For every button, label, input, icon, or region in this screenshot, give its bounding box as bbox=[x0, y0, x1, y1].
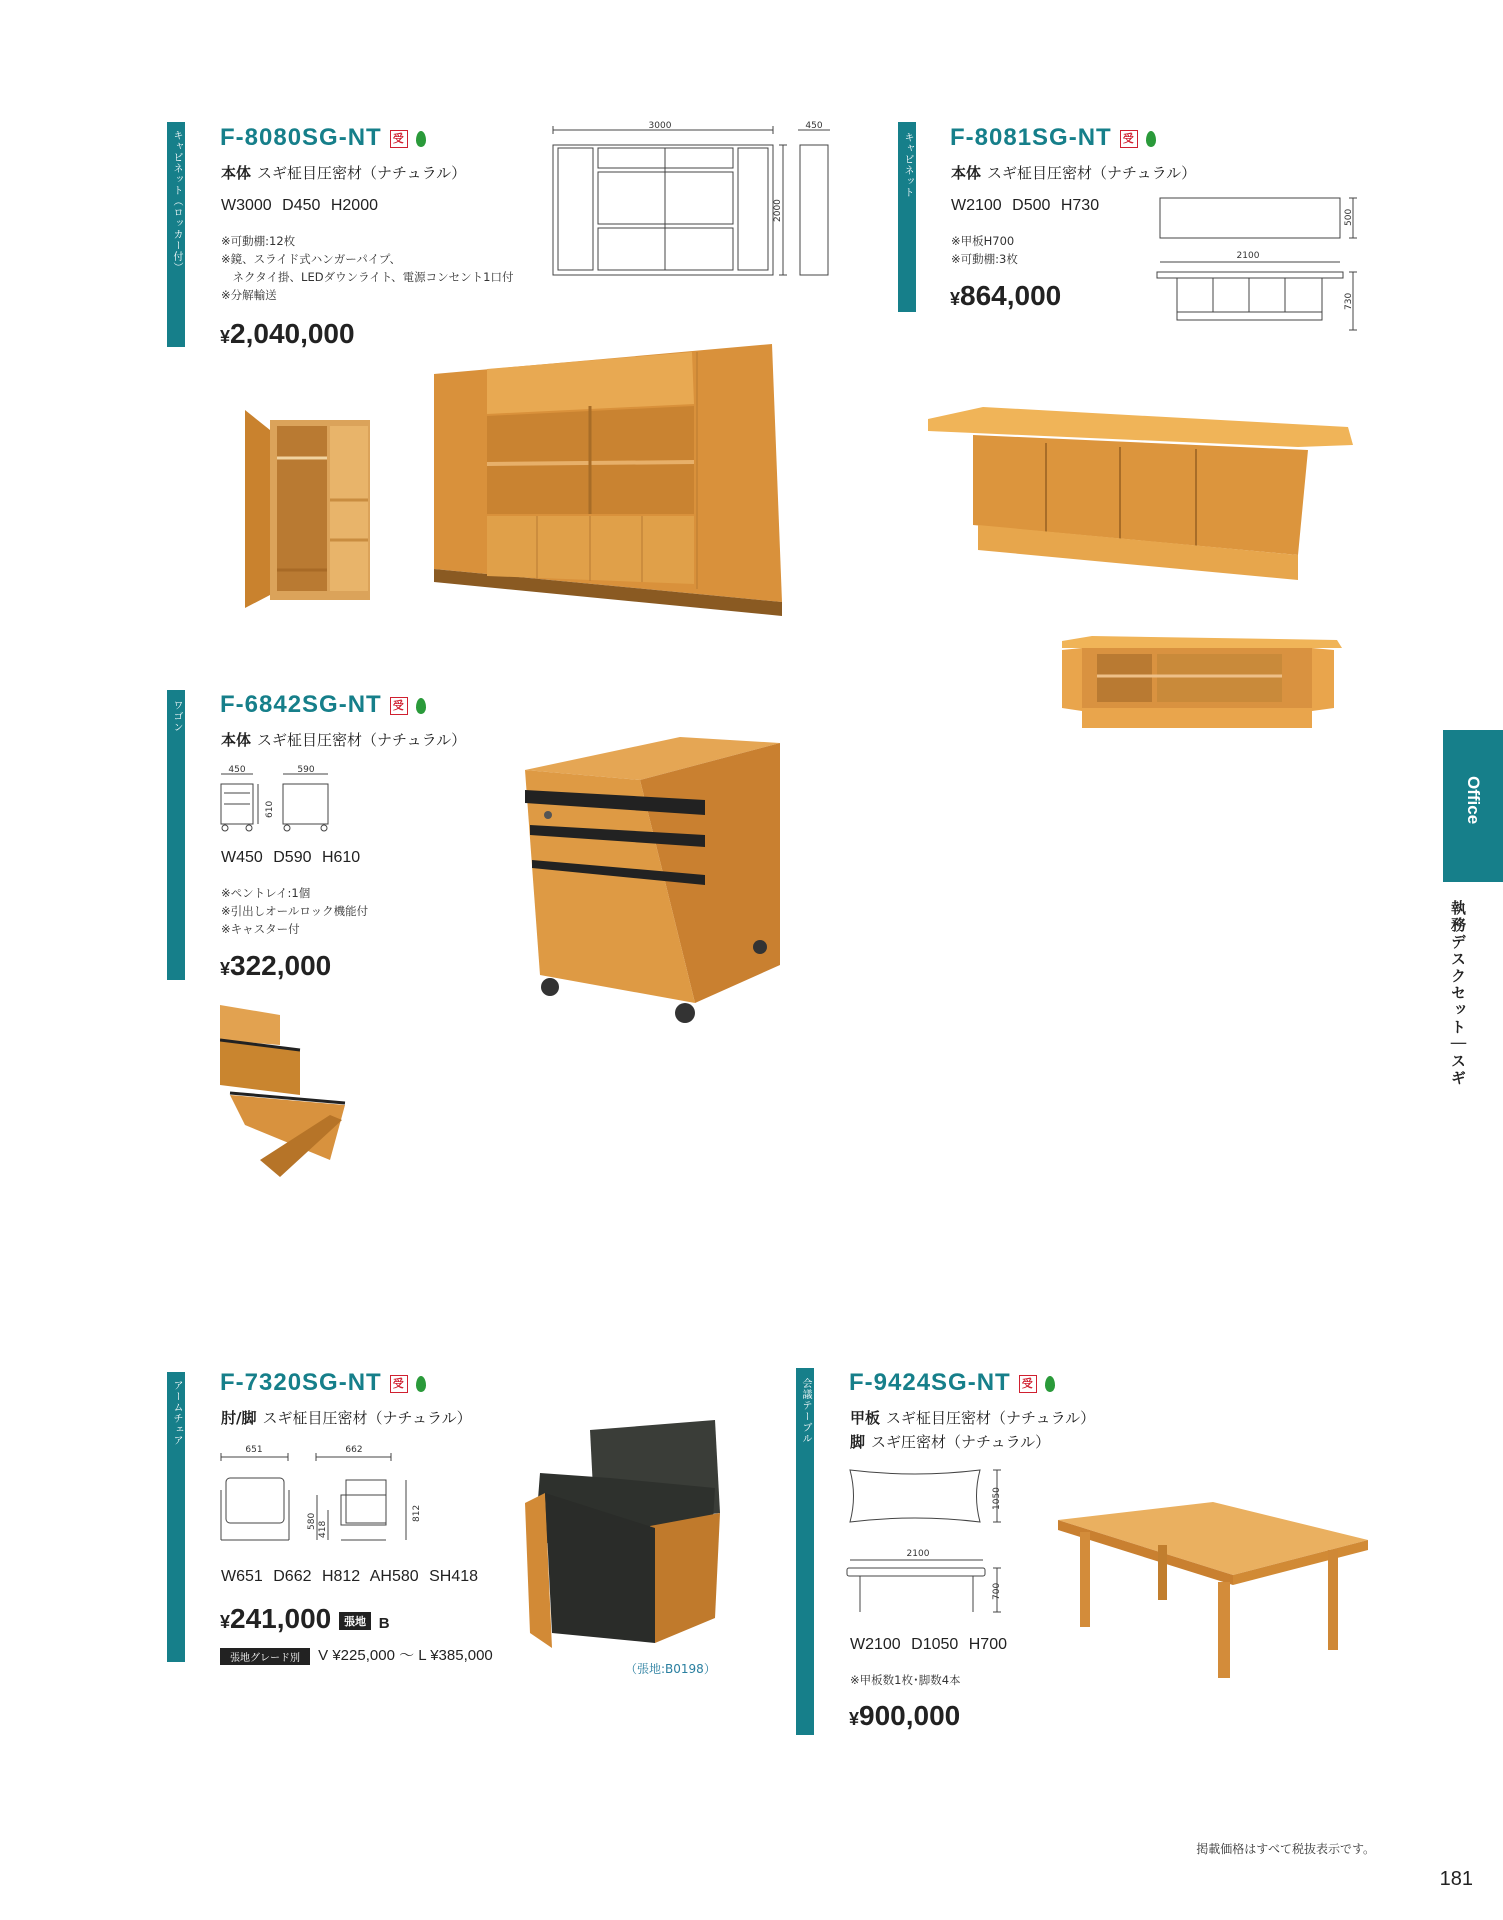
note-line: ※甲板数1枚･脚数4本 bbox=[850, 1673, 961, 1687]
dimensions: W3000 D450 H2000 bbox=[221, 197, 378, 214]
note-line: ※可動棚:3枚 bbox=[951, 252, 1018, 266]
product-code bbox=[220, 691, 426, 719]
category-label: 会議テーブル bbox=[800, 1378, 811, 1444]
fabric-caption: （張地:B0198） bbox=[625, 1662, 716, 1676]
dimension-diagram bbox=[845, 1462, 1020, 1622]
price-value: 900,000 bbox=[859, 1700, 961, 1731]
material-label: 甲板 bbox=[850, 1409, 881, 1427]
fabric-grade: B bbox=[378, 1615, 390, 1632]
material-text: スギ柾目圧密材（ナチュラル） bbox=[257, 731, 467, 749]
note-line: ※キャスター付 bbox=[221, 922, 300, 936]
section-tab[interactable] bbox=[1443, 730, 1503, 882]
price-value: 322,000 bbox=[230, 950, 332, 981]
product-photo-open bbox=[1062, 636, 1342, 734]
depth-label: 450 bbox=[805, 121, 823, 131]
dimension-diagram bbox=[1155, 190, 1365, 335]
depth-label: 1050 bbox=[992, 1487, 1002, 1510]
made-to-order-badge: 受 bbox=[1120, 130, 1138, 148]
section-tab-label: Office bbox=[1464, 776, 1483, 825]
product-code bbox=[220, 1369, 426, 1397]
dimensions: W2100 D500 H730 bbox=[951, 197, 1100, 214]
material bbox=[221, 1407, 472, 1428]
material-text: スギ柾目圧密材（ナチュラル） bbox=[262, 1409, 472, 1427]
grade-range bbox=[220, 1644, 493, 1665]
eco-leaf-icon bbox=[416, 698, 426, 714]
category-label: ワゴン bbox=[171, 700, 182, 733]
yen-symbol: ¥ bbox=[220, 959, 231, 979]
depth-label: 662 bbox=[345, 1445, 363, 1455]
dimension-diagram bbox=[548, 120, 838, 290]
product-code bbox=[849, 1369, 1055, 1397]
dimensions: W450 D590 H610 bbox=[221, 849, 361, 866]
product-code-text: F-8081SG-NT bbox=[950, 124, 1112, 151]
product-photo-open bbox=[220, 1005, 350, 1185]
material-legs bbox=[850, 1431, 1050, 1452]
product-code bbox=[220, 124, 426, 152]
material bbox=[221, 729, 466, 750]
grade-range-text: V ¥225,000 〜 L ¥385,000 bbox=[318, 1647, 493, 1664]
product-code-text: F-6842SG-NT bbox=[220, 691, 382, 718]
dimension-diagram bbox=[218, 764, 343, 834]
material bbox=[951, 162, 1196, 183]
product-photo-main bbox=[520, 735, 785, 1025]
seat-height-label: 418 bbox=[318, 1520, 328, 1538]
price bbox=[220, 950, 331, 982]
yen-symbol: ¥ bbox=[849, 1709, 860, 1729]
dimension-diagram bbox=[216, 1440, 436, 1550]
material-label: 脚 bbox=[850, 1433, 866, 1451]
product-code-text: F-9424SG-NT bbox=[849, 1369, 1011, 1396]
width-label: 651 bbox=[245, 1445, 263, 1455]
made-to-order-badge: 受 bbox=[1019, 1375, 1037, 1393]
price bbox=[220, 1603, 390, 1635]
note-line: ※ペントレイ:1個 bbox=[221, 886, 311, 900]
price-value: 2,040,000 bbox=[230, 318, 355, 349]
product-photo-detail bbox=[245, 410, 370, 608]
eco-leaf-icon bbox=[416, 131, 426, 147]
fabric-tag: 張地 bbox=[339, 1612, 371, 1630]
note-line: ネクタイ掛、LEDダウンライト、電源コンセント1口付 bbox=[221, 270, 514, 284]
price bbox=[220, 318, 355, 350]
material-text: スギ柾目圧密材（ナチュラル） bbox=[987, 164, 1197, 182]
price bbox=[849, 1700, 960, 1732]
eco-leaf-icon bbox=[416, 1376, 426, 1392]
height-label: 610 bbox=[265, 800, 275, 818]
height-label: 2000 bbox=[773, 199, 783, 222]
yen-symbol: ¥ bbox=[950, 289, 961, 309]
material-text: スギ柾目圧密材（ナチュラル） bbox=[257, 164, 467, 182]
material-text: スギ圧密材（ナチュラル） bbox=[871, 1433, 1051, 1451]
category-label: キャビネット（ロッカー付） bbox=[171, 130, 182, 273]
product-photo-main bbox=[1058, 1500, 1368, 1680]
note-line: ※分解輸送 bbox=[221, 288, 277, 302]
material bbox=[221, 162, 466, 183]
depth-label: 590 bbox=[297, 765, 315, 775]
product-code-text: F-7320SG-NT bbox=[220, 1369, 382, 1396]
note-line: ※可動棚:12枚 bbox=[221, 234, 296, 248]
category-bar bbox=[167, 690, 185, 980]
made-to-order-badge: 受 bbox=[390, 1375, 408, 1393]
dimensions: W2100 D1050 H700 bbox=[850, 1636, 1007, 1653]
yen-symbol: ¥ bbox=[220, 1612, 231, 1632]
category-label: アームチェア bbox=[171, 1380, 182, 1446]
height-label: 730 bbox=[1344, 292, 1354, 310]
notes bbox=[850, 1671, 961, 1689]
price-note: 掲載価格はすべて税抜表示です。 bbox=[1196, 1842, 1375, 1856]
product-code-text: F-8080SG-NT bbox=[220, 124, 382, 151]
arm-height-label: 580 bbox=[307, 1512, 317, 1530]
material bbox=[850, 1407, 1095, 1428]
product-photo-main bbox=[520, 1418, 725, 1648]
width-label: 450 bbox=[228, 765, 246, 775]
height-label: 700 bbox=[992, 1582, 1002, 1600]
dimensions: W651 D662 H812 AH580 SH418 bbox=[221, 1568, 479, 1585]
height-label: 812 bbox=[412, 1504, 422, 1522]
eco-leaf-icon bbox=[1045, 1376, 1055, 1392]
width-label: 2100 bbox=[906, 1549, 930, 1559]
eco-leaf-icon bbox=[1146, 131, 1156, 147]
material-label: 肘/脚 bbox=[221, 1409, 257, 1427]
notes bbox=[951, 232, 1018, 268]
note-line: ※鏡、スライド式ハンガーパイプ、 bbox=[221, 252, 401, 266]
made-to-order-badge: 受 bbox=[390, 130, 408, 148]
side-category: 執務デスクセット｜スギ bbox=[1449, 900, 1467, 1087]
page-number: 181 bbox=[1439, 1868, 1473, 1890]
price-value: 241,000 bbox=[230, 1603, 332, 1634]
width-label: 3000 bbox=[648, 121, 672, 131]
material-label: 本体 bbox=[951, 164, 982, 182]
width-label: 2100 bbox=[1236, 251, 1260, 261]
note-line: ※甲板H700 bbox=[951, 234, 1015, 248]
product-photo-main bbox=[432, 344, 782, 619]
material-label: 本体 bbox=[221, 731, 252, 749]
depth-label: 500 bbox=[1344, 208, 1354, 226]
grade-tag: 張地グレード別 bbox=[220, 1648, 310, 1665]
product-code bbox=[950, 124, 1156, 152]
price bbox=[950, 280, 1061, 312]
price-value: 864,000 bbox=[960, 280, 1062, 311]
made-to-order-badge: 受 bbox=[390, 697, 408, 715]
note-line: ※引出しオールロック機能付 bbox=[221, 904, 369, 918]
product-photo-main bbox=[928, 405, 1353, 585]
yen-symbol: ¥ bbox=[220, 327, 231, 347]
notes bbox=[221, 884, 368, 938]
category-label: キャビネット bbox=[902, 132, 913, 198]
material-text: スギ柾目圧密材（ナチュラル） bbox=[886, 1409, 1096, 1427]
material-label: 本体 bbox=[221, 164, 252, 182]
notes bbox=[221, 232, 514, 304]
